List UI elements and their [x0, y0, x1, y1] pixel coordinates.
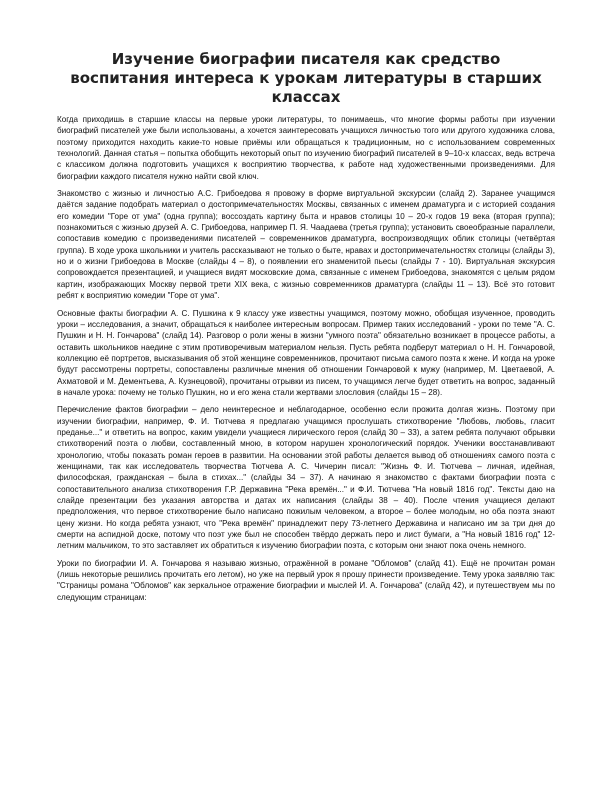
article-title: Изучение биографии писателя как средство воспитания интереса к урокам литературы в старших классах	[70, 50, 542, 106]
paragraph-intro: Когда приходишь в старшие классы на первые уроки литературы, то понимаешь, что многие формы работы при изучении биографий писателей уже были использованы, а хочется заинтересовать учащихся личностью того или другого художника слова, поэтому приходится находить какие-то новые приёмы или обращаться к традиционным, но с использованием современных технологий. Данная статья – попытка обобщить некоторый опыт по изучению биографий писателей в 9–10-х классах, ведь встреча с классиком должна подготовить учащихся к восприятию творчества, к работе над художественными произведениями. Для биографии каждого писателя нужно найти свой ключ.	[57, 115, 555, 181]
paragraph-tyutchev: Перечисление фактов биографии – дело неинтересное и неблагодарное, особенно если прожита долгая жизнь. Поэтому при изучении биографии, например, Ф. И. Тютчева я предлагаю учащимся прослушать стихотворение "Любовь, любовь, гласит преданье..." и ответить на вопрос, каким увидели учащиеся лирического героя (слайд 30 – 33), а затем ребята получают обрывки стихотворений поэта о любви, составленный мною, в котором нарушен хронологический порядок. Ученики восстанавливают хронологию, чтобы показать роман героев в развитии. На основании этой работы делается вывод об отношениях самого поэта с женщинами, так как исследователь творчества Тютчева А. С. Чичерин писал: "Жизнь Ф. И. Тютчева – личная, идейная, философская, гражданская – была в стихах..." (слайды 34 – 37). А начинаю я знакомство с фактами биографии поэта с сопоставительного анализа стихотворения Г.Р. Державина "Река времён..." и Ф.И. Тютчева "На новый 1816 год". Тексты даю на слайде презентации без указания авторства и датах их написания (слайды 38 – 40). После чтения учащиеся делают предположения, что первое стихотворение было написано пожилым человеком, а второе – более молодым, но оба поэта знают цену жизни. Но когда ребята узнают, что "Река времён" принадлежит перу 73-летнего Державина и написано им за три дня до смерти на аспидной доске, потому что поэт уже был не способен твёрдо держать перо и лист бумаги, а "На новый 1816 год" 12-летним мальчиком, то это заставляет их обратиться к изучению биографии поэта, с которым они знают пока очень немного.	[57, 405, 555, 551]
paragraph-griboedov: Знакомство с жизнью и личностью А.С. Грибоедова я провожу в форме виртуальной экскурсии (слайд 2). Заранее учащимся даётся задание подобрать материал о достопримечательностях Москвы, связанных с именем драматурга и с историей создания его комедии "Горе от ума" (одна группа); воссоздать картину быта и нравов столицы 10 – 20-х годов 19 века (вторая группа); познакомиться с жизнью друзей А. С. Грибоедова, например П. Я. Чаадаева (третья группа); установить своеобразные параллели, сопоставив комедию с произведениями писателей – современников драматурга, воспроизводящих облик столицы (четвёртая группа). В ходе урока школьники и учитель рассказывают не только о быте, нравах и достопримечательностях столицы (слайды 3), но и о жизни Грибоедова в Москве (слайды 4 – 8), о появлении его знаменитой пьесы (слайды 7 - 10). Виртуальная экскурсия сопровождается презентацией, и учащиеся видят московские дома, связанные с именем Грибоедова, знакомятся с целым рядом картин, изображающих Москву первой трети XIX века, с жизнью современников драматурга (слайды 11 – 13). Всё это готовит ребят к восприятию комедии "Горе от ума".	[57, 189, 555, 301]
paragraph-pushkin: Основные факты биографии А. С. Пушкина к 9 классу уже известны учащимся, поэтому можно, обобщая изученное, проводить уроки – исследования, а значит, обращаться к наиболее интересным вопросам. Пример таких исследований - уроки по теме "А. С. Пушкин и Н. Н. Гончарова" (слайд 14). Разговор о роли жены в жизни "умного поэта" обязательно возникает в процессе работы, а оставить школьников наедине с этим противоречивым материалом нельзя. Пусть ребята подберут материал о Н. Н. Гончаровой, коллекцию её портретов, высказывания об этой женщине современников, прочитают письма самого поэта к жене. И когда на уроке будут рассмотрены портреты, сопоставлены различные мнения об отношении Гончаровой к мужу (например, М. Цветаевой, А. Ахматовой и М. Дементьева, А. Кузнецовой), прочитаны отрывки из писем, то учащимся легче будет ответить на вопрос, заданный в начале урока: почему не только Пушкин, но и его жена стали жертвами злословия (слайды 15 – 28).	[57, 308, 555, 397]
paragraph-goncharov: Уроки по биографии И. А. Гончарова я называю жизнью, отражённой в романе "Обломов" (слайд 41). Ещё не прочитан роман (лишь некоторые решились прочитать его летом), но уже на первый урок я прошу принести произведение. Тему урока заявляю так: "Страницы романа "Обломов" как зеркальное отражение биографии и мыслей И. А. Гончарова" (слайд 42), и путешествуем мы по следующим страницам:	[57, 558, 555, 602]
article-body	[57, 114, 555, 609]
